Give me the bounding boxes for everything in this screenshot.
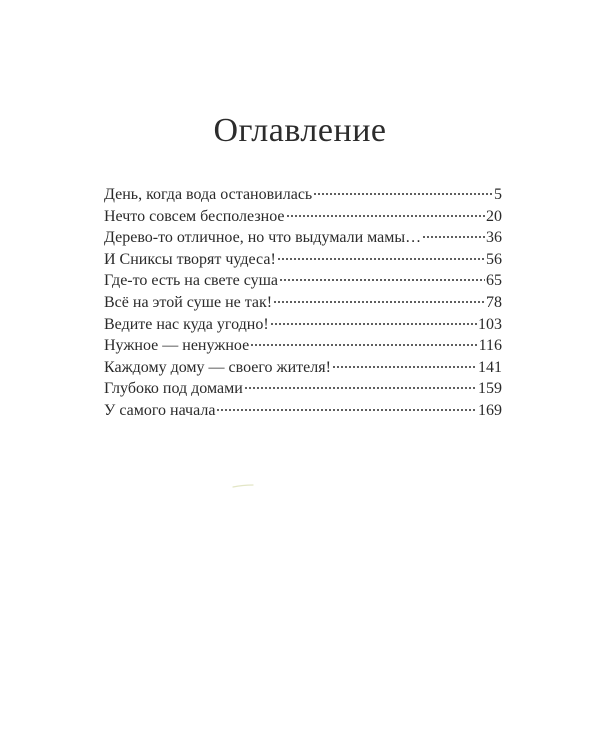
toc-entry-title: День, когда вода остановилась [104, 186, 313, 203]
toc-entry-title: И Сниксы творят чудеса! [104, 250, 276, 268]
toc-entry [104, 292, 502, 314]
toc-entry [104, 378, 502, 400]
dot-leader [273, 301, 485, 303]
toc-entry [104, 227, 502, 249]
toc-entry [104, 206, 502, 228]
toc-entry-title: Каждому дому — своего жителя! [104, 358, 331, 376]
dot-leader [279, 279, 485, 281]
dot-leader [250, 344, 477, 346]
toc-entry-title: Глубоко под домами [104, 380, 243, 398]
dot-leader [332, 366, 477, 368]
toc-entry [104, 249, 502, 271]
toc-entry-page: 20 [486, 207, 502, 225]
toc-entry [104, 400, 502, 422]
toc-entry [104, 314, 502, 336]
dot-leader [422, 236, 485, 238]
toc-entry-title: Всё на этой суше не так! [104, 293, 273, 311]
toc-entry-page: 159 [478, 380, 502, 398]
toc-entry-title: У самого начала [104, 401, 216, 419]
toc-entry-page: 78 [486, 293, 502, 311]
page-title: Оглавление [213, 111, 387, 149]
toc-entry [104, 357, 502, 379]
toc-entry [104, 335, 502, 357]
faint-mark [232, 484, 254, 488]
toc-entry-page: 5 [494, 186, 502, 203]
toc-entry-page: 36 [486, 229, 502, 247]
toc-entry-page: 141 [478, 358, 502, 376]
toc-entry-page: 65 [486, 272, 502, 290]
toc-entry-title: Ведите нас куда угодно! [104, 315, 269, 333]
toc-entry-page: 56 [486, 250, 502, 268]
dot-leader [286, 215, 485, 217]
toc-entry-page: 169 [478, 401, 502, 419]
toc-entry-page: 116 [478, 337, 502, 355]
toc-entry-title: Дерево-то отличное, но что выдумали мамы… [104, 229, 422, 247]
toc-entry-title: Где-то есть на свете суша [104, 272, 279, 290]
toc-entry [104, 184, 502, 206]
dot-leader [244, 387, 477, 389]
toc-entry-title: Нечто совсем бесполезное [104, 207, 285, 225]
toc-entry-title: Нужное — ненужное [104, 337, 250, 355]
dot-leader [270, 323, 477, 325]
table-of-contents [104, 184, 502, 422]
dot-leader [313, 193, 493, 195]
dot-leader [216, 409, 477, 411]
toc-entry-page: 103 [478, 315, 502, 333]
dot-leader [277, 258, 485, 260]
toc-entry [104, 270, 502, 292]
